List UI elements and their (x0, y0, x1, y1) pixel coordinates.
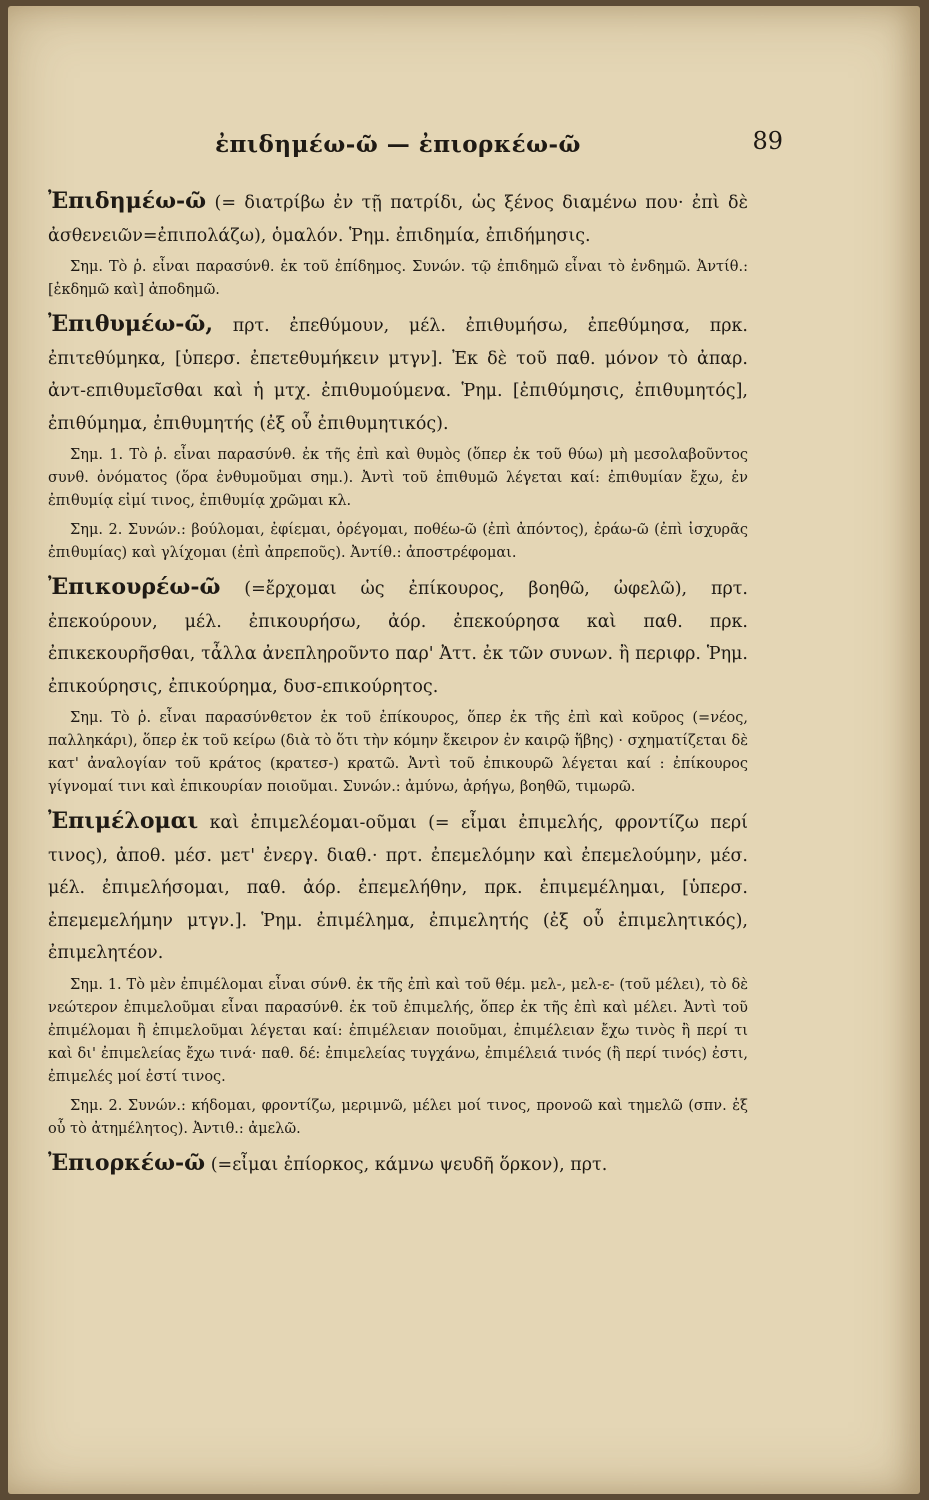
entry-body: (= διατρίβω ἐν τῇ πατρίδι, ὡς ξένος διαμένω που· ἐπὶ δὲ ἀσθενειῶν=ἐπιπολάζω), ὁμαλόν. Ῥημ. ἐπιδημία, ἐπιδήμησις. (48, 193, 748, 246)
entry-body: πρτ. ἐπεθύμουν, μέλ. ἐπιθυμήσω, ἐπεθύμησα, πρκ. ἐπιτεθύμηκα, [ὑπερσ. ἐπετεθυμήκειν μτγν]. Ἐκ δὲ τοῦ παθ. μόνον τὸ ἀπαρ. ἀντ-επιθυμεῖσθαι καὶ ἡ μτχ. ἐπιθυμούμενα. Ῥημ. [ἐπιθύμησις, ἐπιθυμητός], ἐπιθύμημα, ἐπιθυμητής (ἐξ οὗ ἐπιθυμητικός). (48, 316, 748, 434)
entry-note: Σημ. 1. Τὸ ῥ. εἶναι παρασύνθ. ἐκ τῆς ἐπὶ καὶ θυμὸς (ὅπερ ἐκ τοῦ θύω) μὴ μεσολαβοῦντος συνθ. ὀνόματος (ὅρα ἐνθυμοῦμαι σημ.). Ἀντὶ τοῦ ἐπιθυμῶ λέγεται καί: ἐπιθυμίαν ἔχω, ἐν ἐπιθυμίᾳ εἰμί τινος, ἐπιθυμίᾳ χρῶμαι κλ. (48, 447, 748, 509)
entry-text (48, 805, 748, 970)
entry-text (48, 185, 748, 252)
entry-epikoureo (48, 571, 748, 799)
entry-text (48, 571, 748, 703)
entry-epimelomai (48, 805, 748, 1141)
entry-lemma: Ἐπιθυμέω-ῶ, (48, 311, 214, 337)
entry-epithymeo (48, 308, 748, 565)
page-content (48, 127, 783, 1181)
entry-lemma: Ἐπιδημέω-ῶ (48, 188, 207, 214)
entry-lemma: Ἐπιορκέω-ῶ (48, 1149, 206, 1176)
entry-body: (=εἶμαι ἐπίορκος, κάμνω ψευδῆ ὅρκον), πρτ. (210, 1154, 608, 1175)
entry-text (48, 1147, 748, 1182)
entry-lemma: Ἐπιμέλομαι (48, 808, 199, 834)
entry-epiorkeo (48, 1147, 748, 1182)
entry-text (48, 308, 748, 440)
entry-body: (=ἔρχομαι ὡς ἐπίκουρος, βοηθῶ, ὠφελῶ), πρτ. ἐπεκούρουν, μέλ. ἐπικουρήσω, ἀόρ. ἐπεκούρησα καὶ παθ. πρκ. ἐπικεκουρῆσθαι, τἆλλα ἀνεπληροῦντο παρ' Ἀττ. ἐκ τῶν συνων. ἢ περιφρ. Ῥημ. ἐπικούρησις, ἐπικούρημα, δυσ-επικούρητος. (48, 579, 748, 697)
entry-note: Σημ. 2. Συνών.: βούλομαι, ἐφίεμαι, ὀρέγομαι, ποθέω-ῶ (ἐπὶ ἀπόντος), ἐράω-ῶ (ἐπὶ ἰσχυρᾶς ἐπιθυμίας) καὶ γλίχομαι (ἐπὶ ἀπρεποῦς). Ἀντίθ.: ἀποστρέφομαι. (48, 522, 748, 561)
entry-body: καὶ ἐπιμελέομαι-οῦμαι (= εἶμαι ἐπιμελής, φροντίζω περί τινος), ἀποθ. μέσ. μετ' ἐνεργ. διαθ.· πρτ. ἐπεμελόμην καὶ ἐπεμελούμην, μέσ. μέλ. ἐπιμελήσομαι, παθ. ἀόρ. ἐπεμελήθην, πρκ. ἐπιμεμέλημαι, [ὑπερσ. ἐπεμεμελήμην μτγν.]. Ῥημ. ἐπιμέλημα, ἐπιμελητής (ἐξ οὗ ἐπιμελητικός), ἐπιμελητέον. (48, 813, 748, 963)
entry-epidimeo (48, 185, 748, 302)
entry-note: Σημ. Τὸ ῥ. εἶναι παρασύνθετον ἐκ τοῦ ἐπίκουρος, ὅπερ ἐκ τῆς ἐπὶ καὶ κοῦρος (=νέος, παλληκάρι), ὅπερ ἐκ τοῦ κείρω (διὰ τὸ ὅτι τὴν κόμην ἔκειρον ἐν καιρῷ ἥβης) · σχηματίζεται δὲ κατ' ἀναλογίαν τοῦ κράτος (κρατεσ-) κρατῶ. Ἀντὶ τοῦ ἐπικουρῶ λέγεται καί : ἐπίκουρος γίγνομαί τινι καὶ ἐπικουρίαν ποιοῦμαι. Συνών.: ἀμύνω, ἀρήγω, βοηθῶ, τιμωρῶ. (48, 710, 748, 795)
entry-note: Σημ. 1. Τὸ μὲν ἐπιμέλομαι εἶναι σύνθ. ἐκ τῆς ἐπὶ καὶ τοῦ θέμ. μελ-, μελ-ε- (τοῦ μέλει), τὸ δὲ νεώτερον ἐπιμελοῦμαι εἶναι παρασύνθ. ἐκ τοῦ ἐπιμελής, ὅπερ ἐκ τῆς ἐπὶ καὶ μέλει. Ἀντὶ τοῦ ἐπιμέλομαι ἢ ἐπιμελοῦμαι λέγεται καί: ἐπιμέλειαν ποιοῦμαι, ἐπιμέλειαν ἔχω τινὸς ἢ περί τι καὶ δι' ἐπιμελείας ἔχω τινά· παθ. δέ: ἐπιμελείας τυγχάνω, ἐπιμέλειά τινός (ἢ περί τινός) ἐστι, ἐπιμελές μοί ἐστί τινος. (48, 976, 748, 1085)
entry-note: Σημ. 2. Συνών.: κήδομαι, φροντίζω, μεριμνῶ, μέλει μοί τινος, προνοῶ καὶ τημελῶ (σπν. ἐξ οὗ τὸ ἀτημέλητος). Ἀντιθ.: ἀμελῶ. (48, 1097, 748, 1137)
running-title: ἐπιδημέω-ῶ — ἐπιορκέω-ῶ (215, 131, 581, 158)
book-page (8, 6, 920, 1494)
entry-note: Σημ. Τὸ ῥ. εἶναι παρασύνθ. ἐκ τοῦ ἐπίδημος. Συνών. τῷ ἐπιδημῶ εἶναι τὸ ἐνδημῶ. Ἀντίθ.: [ἐκδημῶ καὶ] ἀποδημῶ. (48, 259, 748, 298)
page-header (48, 127, 783, 175)
entry-lemma: Ἐπικουρέω-ῶ (48, 574, 221, 600)
page-number: 89 (752, 127, 783, 155)
